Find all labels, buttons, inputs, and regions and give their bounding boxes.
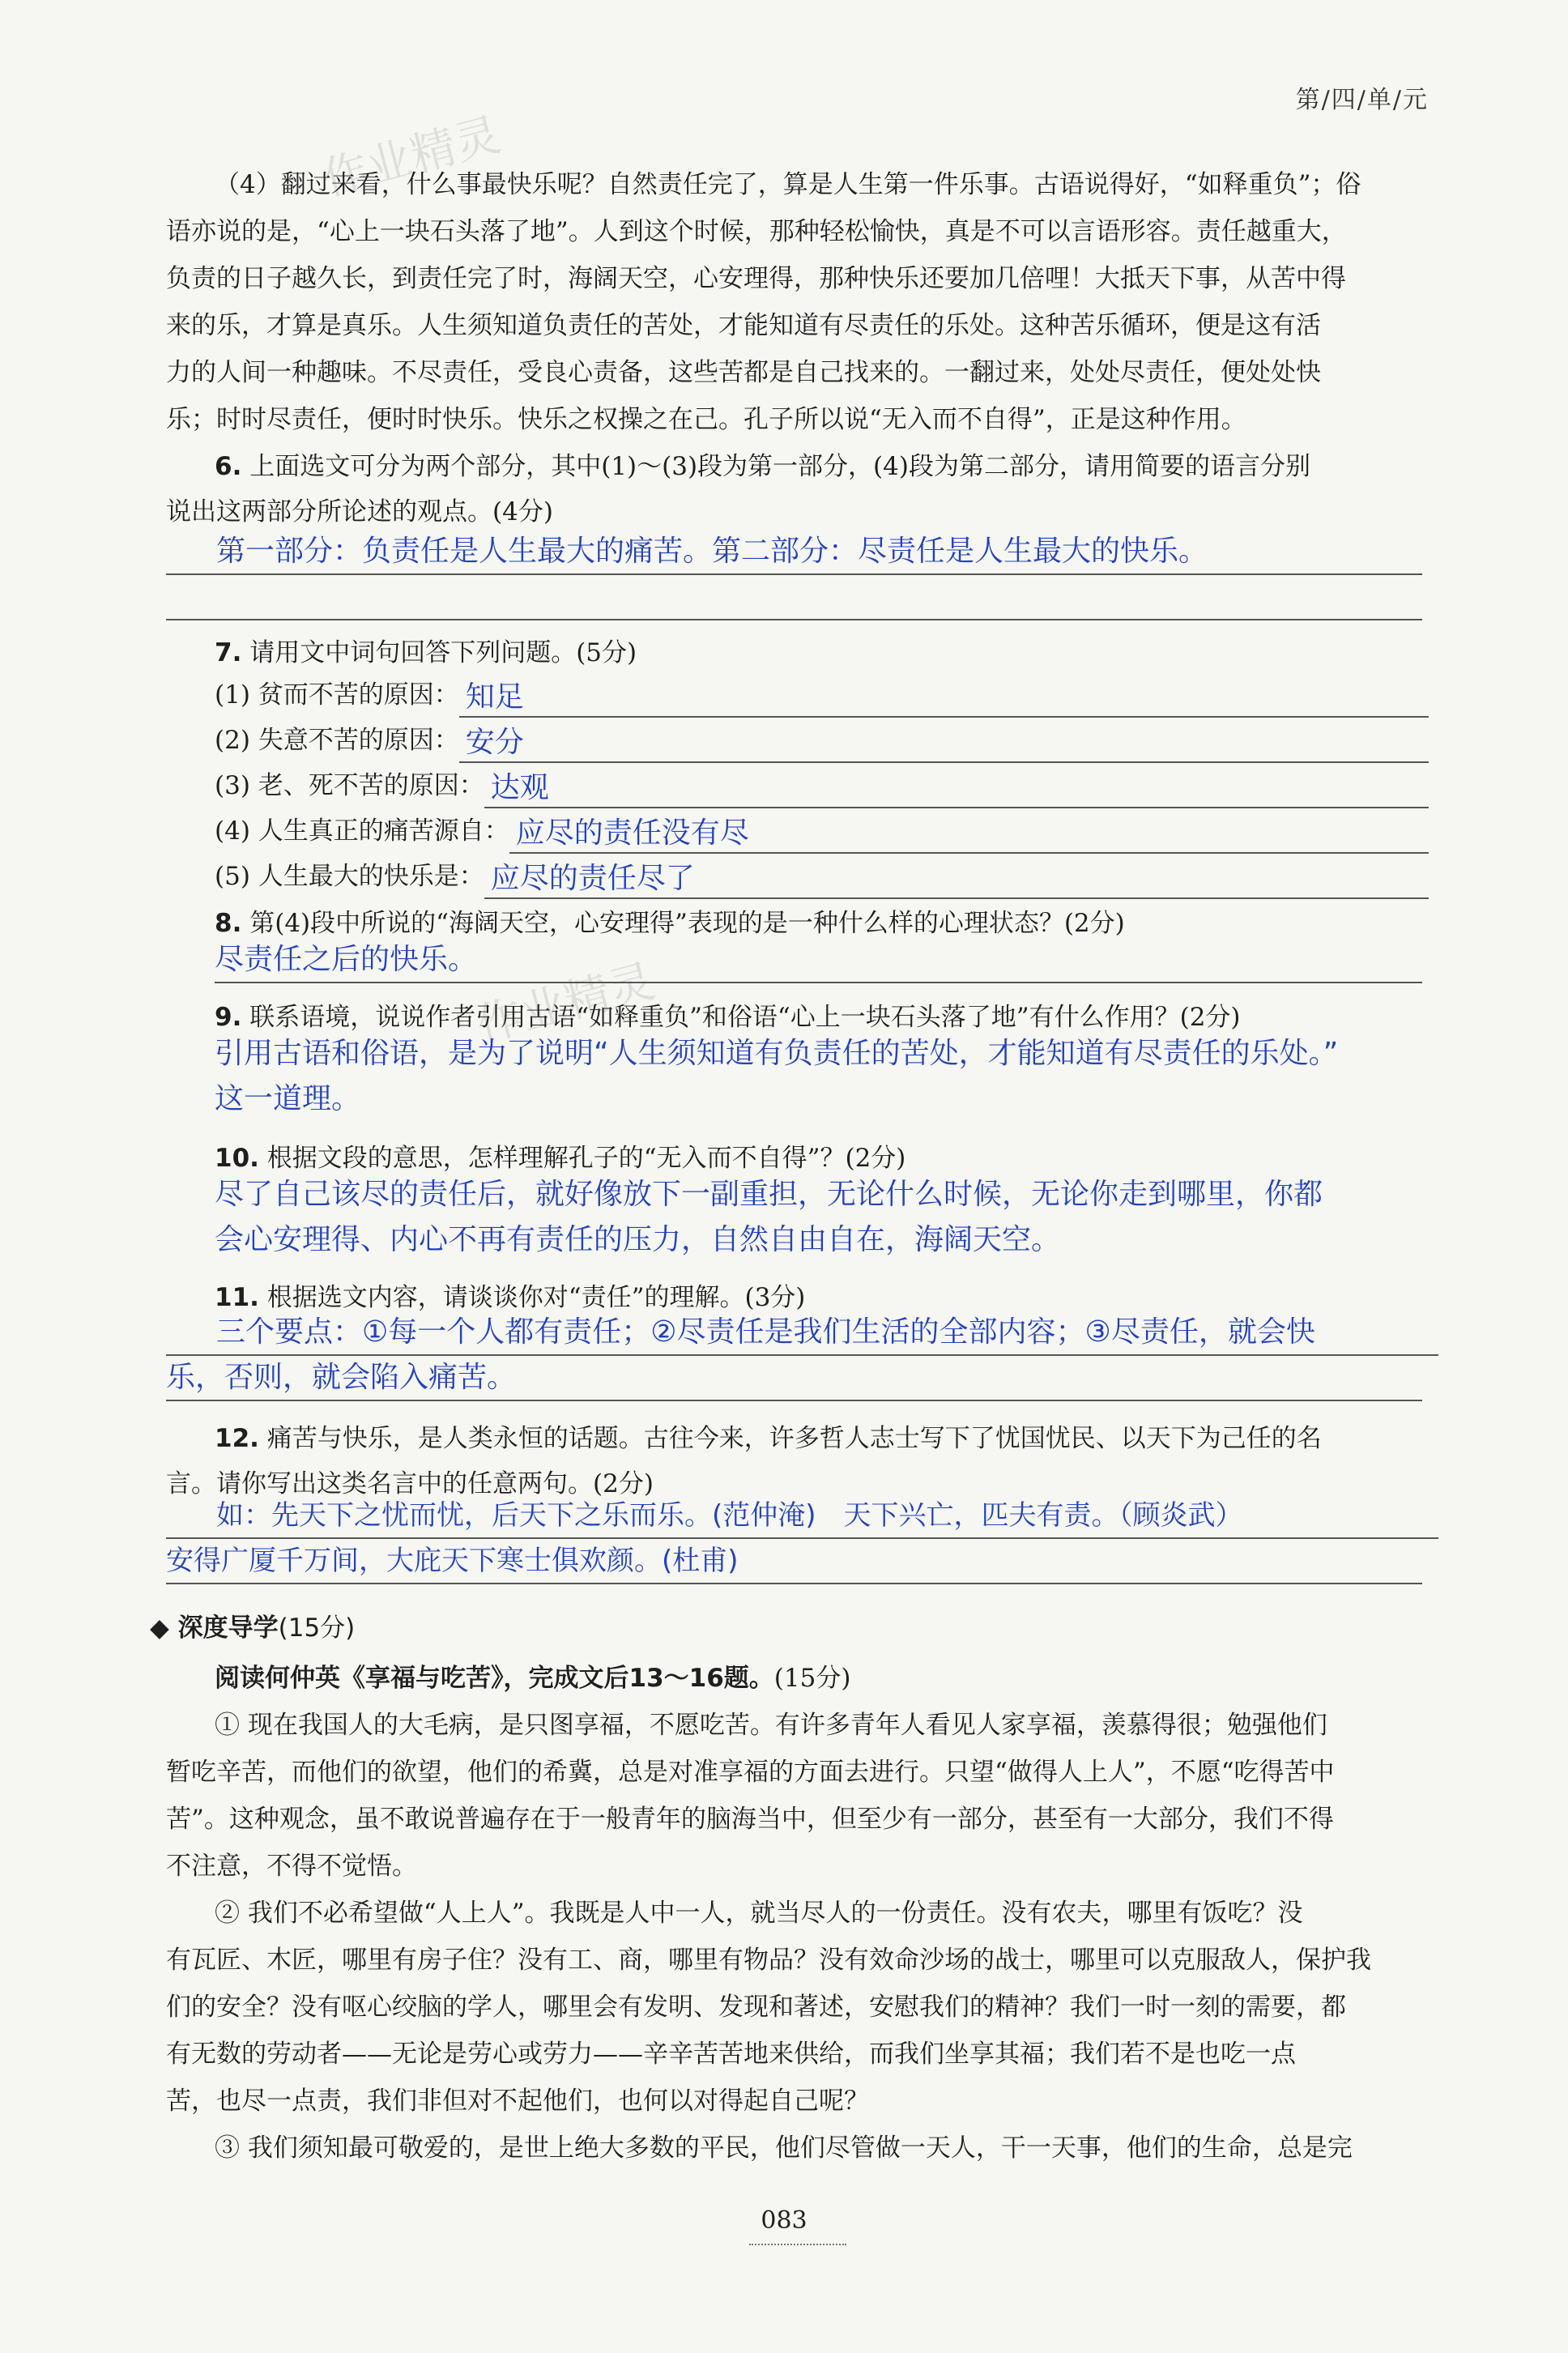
handwritten-answer: 引用古语和俗语，是为了说明“人生须知道有负责任的苦处，才能知道有尽责任的乐处。”: [215, 1037, 1339, 1070]
section-title: 深度导学: [177, 1613, 279, 1643]
answer-line: [215, 1220, 1422, 1262]
question-number: 6.: [215, 452, 242, 481]
question-text: 第(4)段中所说的“海阔天空，心安理得”表现的是一种什么样的心理状态？(2分): [249, 909, 1125, 938]
question-12: [215, 1416, 1429, 1461]
question-6: [215, 444, 1429, 489]
reading-line: 不注意，不得不觉悟。: [166, 1852, 417, 1881]
answer-line: [215, 1034, 1438, 1076]
answer-line: [166, 531, 1422, 575]
reading-line: ③ 我们须知最可敬爱的，是世上绝大多数的平民，他们尽管做一天人，干一天事，他们的生命，总是完: [215, 2133, 1353, 2163]
question-number: 7.: [215, 638, 242, 667]
passage-line: 负责的日子越久长，到责任完了时，海阔天空，心安理得，那种快乐还要加几倍哩！大抵天下事，从苦中得: [166, 264, 1346, 293]
reading-line: 暂吃辛苦，而他们的欲望，他们的希冀，总是对准享福的方面去进行。只望“做得人上人”，不愿“吃得苦中: [166, 1758, 1335, 1787]
fill-item-5: (5) 人生最大的快乐是： 应尽的责任尽了: [215, 854, 1429, 899]
page-number-underline: [749, 2244, 846, 2245]
diamond-icon: ◆: [150, 1613, 169, 1643]
question-text-cont: 说出这两部分所论述的观点。(4分): [166, 497, 553, 526]
reading-line: ② 我们不必希望做“人上人”。我既是人中一人，就当尽人的一份责任。没有农夫，哪里有饭吃？没: [215, 1899, 1303, 1928]
handwritten-answer: 应尽的责任尽了: [484, 860, 1429, 899]
watermark: 作业精灵: [317, 108, 506, 207]
answer-line: [166, 1358, 1422, 1401]
question-number: 9.: [215, 1003, 242, 1032]
handwritten-answer: 乐，否则，就会陷入痛苦。: [166, 1361, 517, 1394]
answer-line: [166, 1495, 1438, 1539]
passage-line: 来的乐，才算是真乐。人生须知道负责任的苦处，才能知道有尽责任的乐处。这种苦乐循环，便是这有活: [166, 311, 1321, 340]
question-number: 10.: [215, 1144, 259, 1173]
question-number: 8.: [215, 909, 242, 938]
question-text: 根据文段的意思，怎样理解孔子的“无入而不自得”？(2分): [266, 1144, 906, 1173]
handwritten-answer: 尽责任之后的快乐。: [215, 943, 478, 976]
handwritten-answer: 尽了自己该尽的责任后，就好像放下一副重担，无论什么时候，无论你走到哪里，你都: [215, 1178, 1323, 1211]
question-text: 根据选文内容，请谈谈你对“责任”的理解。(3分): [266, 1283, 806, 1312]
question-text: 联系语境，说说作者引用古语“如释重负”和俗语“心上一块石头落了地”有什么作用？(2分): [249, 1003, 1241, 1032]
question-text: 痛苦与快乐，是人类永恒的话题。古往今来，许多哲人志士写下了忧国忧民、以天下为己任的名: [266, 1424, 1322, 1453]
question-number: 12.: [215, 1424, 259, 1453]
handwritten-answer: 安分: [459, 724, 1429, 763]
passage-line: （4）翻过来看，什么事最快乐呢？自然责任完了，算是人生第一件乐事。古语说得好，“如释重负”；俗: [215, 170, 1361, 199]
handwritten-answer: 三个要点：①每一个人都有责任；②尽责任是我们生活的全部内容；③尽责任，就会快: [216, 1315, 1315, 1349]
answer-line-blank: [166, 577, 1422, 620]
reading-line: 苦，也尽一点责，我们非但对不起他们，也何以对得起自己呢？: [166, 2087, 869, 2116]
handwritten-answer: 应尽的责任没有尽: [509, 815, 1429, 854]
unit-header: 第/四/单/元: [1295, 86, 1429, 114]
handwritten-answer: 达观: [484, 769, 1429, 808]
question-text-cont: 言。请你写出这类名言中的任意两句。(2分): [166, 1469, 654, 1498]
reading-line: ① 现在我国人的大毛病，是只图享福，不愿吃苦。有许多青年人看见人家享福，羡慕得很；勉强他们: [215, 1711, 1327, 1740]
reading-line: 有无数的劳动者——无论是劳心或劳力——辛辛苦苦地来供给，而我们坐享其福；我们若不是也吃一点: [166, 2040, 1296, 2069]
reading-line: 们的安全？没有呕心绞脑的学人，哪里会有发明、发现和著述，安慰我们的精神？我们一时一刻的需要，都: [166, 1993, 1346, 2022]
question-text: 上面选文可分为两个部分，其中(1)～(3)段为第一部分，(4)段为第二部分，请用简要的语言分别: [249, 452, 1310, 481]
page-number: 083: [761, 2206, 807, 2235]
section-points: (15分): [278, 1613, 356, 1643]
handwritten-answer: 安得广厦千万间，大庇天下寒士俱欢颜。(杜甫): [166, 1545, 739, 1577]
answer-line: [166, 1541, 1422, 1584]
passage-line: 乐；时时尽责任，便时时快乐。快乐之权操之在己。孔子所以说“无入而不自得”，正是这种作用。: [166, 405, 1246, 434]
reading-line: 有瓦匠、木匠，哪里有房子住？没有工、商，哪里有物品？没有效命沙场的战士，哪里可以克服敌人，保护我: [166, 1946, 1371, 1975]
passage-line: 力的人间一种趣味。不尽责任，受良心责备，这些苦都是自己找来的。一翻过来，处处尽责任，便处处快: [166, 358, 1321, 387]
answer-line: [166, 1312, 1438, 1356]
passage-line: 语亦说的是，“心上一块石头落了地”。人到这个时候，那种轻松愉快，真是不可以言语形容。责任越重大，: [166, 217, 1347, 246]
fill-item-4: (4) 人生真正的痛苦源自： 应尽的责任没有尽: [215, 808, 1429, 854]
question-7: [215, 630, 1429, 676]
handwritten-answer: 会心安理得、内心不再有责任的压力，自然自由自在，海阔天空。: [215, 1223, 1061, 1256]
answer-line: [215, 1079, 1422, 1121]
question-text: 请用文中词句回答下列问题。(5分): [249, 638, 637, 667]
answer-line: [215, 940, 1422, 983]
section-heading: [150, 1607, 355, 1643]
handwritten-answer: 知足: [459, 679, 1429, 718]
handwritten-answer: 这一道理。: [215, 1082, 361, 1115]
fill-item-3: (3) 老、死不苦的原因： 达观: [215, 763, 1429, 808]
reading-instruction: 阅读何仲英《享福与吃苦》，完成文后13～16题。(15分): [215, 1664, 851, 1693]
handwritten-answer: 第一部分：负责任是人生最大的痛苦。第二部分：尽责任是人生最大的快乐。: [216, 535, 1208, 568]
fill-item-2: (2) 失意不苦的原因： 安分: [215, 718, 1429, 763]
handwritten-answer: 如：先天下之忧而忧，后天下之乐而乐。(范仲淹) 天下兴亡，匹夫有责。（顾炎武）: [216, 1499, 1243, 1532]
reading-line: 苦”。这种观念，虽不敢说普遍存在于一般青年的脑海当中，但至少有一部分，甚至有一大部分，我们不得: [166, 1805, 1334, 1834]
answer-line: [215, 1174, 1438, 1217]
question-number: 11.: [215, 1283, 259, 1312]
fill-item-1: (1) 贫而不苦的原因： 知足: [215, 672, 1429, 718]
watermark: 作业精灵: [471, 954, 660, 1053]
